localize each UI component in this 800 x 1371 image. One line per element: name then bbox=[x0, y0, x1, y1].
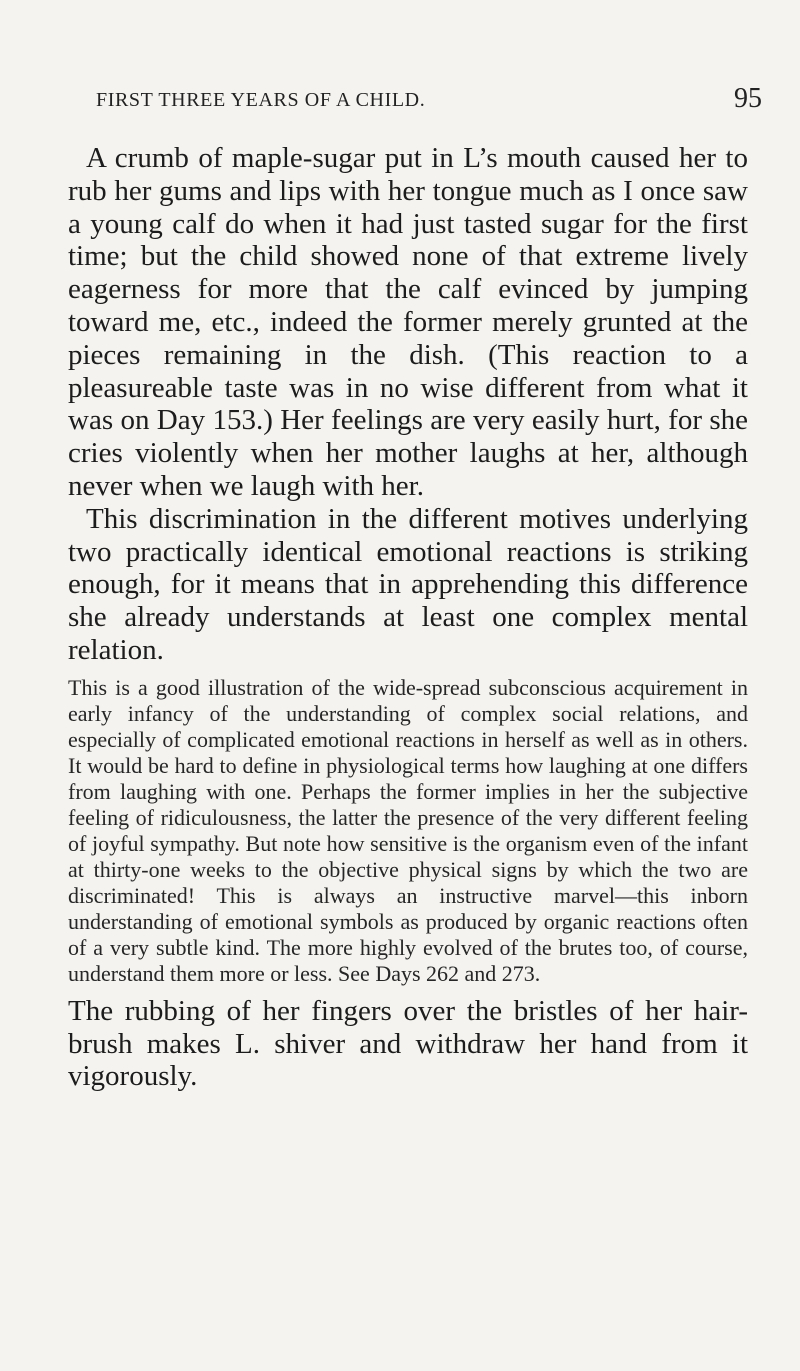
running-title: FIRST THREE YEARS OF A CHILD. bbox=[96, 89, 426, 111]
running-head bbox=[68, 83, 762, 113]
commentary-note: This is a good illustration of the wide-spread subconscious acquirement in early infancy of the understanding of complex social relations, and especially of complicated emotional reactions in herself as well as in others. It would be hard to define in physiological terms how laughing at one differs from laughing with one. Perhaps the former implies in her the subjective feeling of ridiculousness, the latter the presence of the very different feeling of joyful sympathy. But note how sensitive is the organism even of the infant at thirty-one weeks to the objective physical signs by which the two are discriminated! This is always an instructive marvel—this inborn understanding of emotional symbols as produced by organic reactions often of a very subtle kind. The more highly evolved of the brutes too, of course, understand them more or less. See Days 262 and 273. bbox=[68, 674, 748, 986]
body-paragraph-3: The rubbing of her fingers over the bristles of her hair-brush makes L. shiver and withdraw her hand from it vigorously. bbox=[68, 994, 748, 1093]
body-paragraph-1: A crumb of maple-sugar put in L’s mouth caused her to rub her gums and lips with her tongue much as I once saw a young calf do when it had just tasted sugar for the first time; but the child showed none of that extreme lively eagerness for more that the calf evinced by jumping toward me, etc., indeed the former merely grunted at the pieces remaining in the dish. (This reaction to a pleasureable taste was in no wise different from what it was on Day 153.) Her feelings are very easily hurt, for she cries violently when her mother laughs at her, although never when we laugh with her. bbox=[68, 142, 748, 502]
body-paragraph-2: This discrimination in the different motives underlying two practically identical emotional reactions is striking enough, for it means that in apprehending this difference she already understands at least one complex mental relation. bbox=[68, 502, 748, 666]
page-number: 95 bbox=[734, 83, 762, 114]
main-text bbox=[68, 142, 748, 1093]
